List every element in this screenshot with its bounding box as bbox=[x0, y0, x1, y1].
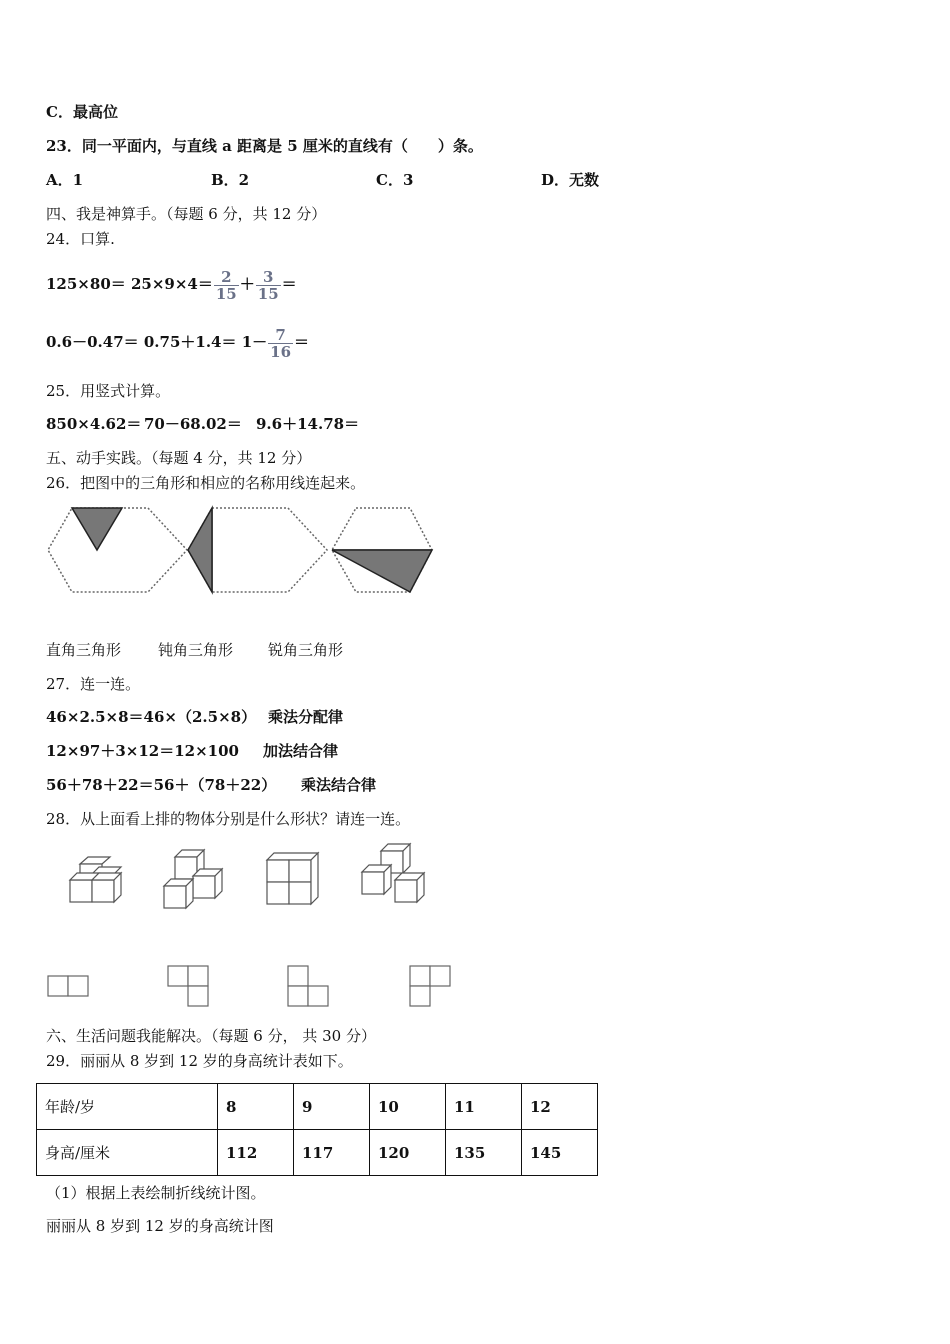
q28-solid-figures bbox=[40, 840, 460, 920]
top-view-1 bbox=[48, 976, 88, 996]
q29-chart-title: 丽丽从 8 岁到 12 岁的身高统计图 bbox=[46, 1217, 274, 1235]
top-view-3 bbox=[288, 966, 328, 1006]
top-view-2 bbox=[168, 966, 208, 1006]
q28-top-views bbox=[40, 960, 460, 1010]
hexagon-right-triangle bbox=[188, 508, 327, 592]
q24-row2: 0.6－0.47＝ 0.75＋1.4＝ 1－ $\frac{7}{16}$ ＝ bbox=[46, 325, 310, 361]
q23-stem: 23．同一平面内，与直线 a 距离是 5 厘米的直线有（ ）条。 bbox=[46, 137, 483, 155]
age-cell: 8 bbox=[218, 1084, 294, 1130]
row-header-height: 身高/厘米 bbox=[37, 1130, 218, 1176]
q26-hexagon-figures bbox=[40, 500, 460, 605]
row-header-age: 年龄/岁 bbox=[37, 1084, 218, 1130]
q24-fraction-7-16: $\frac{7}{16}$ bbox=[270, 325, 292, 361]
age-cell: 10 bbox=[370, 1084, 446, 1130]
q24-row1-text: 125×80＝ 25×9×4＝ bbox=[46, 275, 213, 293]
q23-option-b: B．2 bbox=[211, 171, 250, 189]
hexagon-acute-triangle bbox=[48, 508, 187, 592]
q23-option-c: C．3 bbox=[376, 171, 414, 189]
section4-title: 四、我是神算手。（每题 6 分，共 12 分） bbox=[46, 205, 327, 223]
height-cell: 135 bbox=[446, 1130, 522, 1176]
q27-right-2: 加法结合律 bbox=[263, 742, 339, 760]
q24-title: 24．口算. bbox=[46, 230, 115, 248]
q29-sub1: （1）根据上表绘制折线统计图。 bbox=[46, 1184, 266, 1202]
table-row-height bbox=[37, 1130, 598, 1176]
age-cell: 11 bbox=[446, 1084, 522, 1130]
q26-title: 26．把图中的三角形和相应的名称用线连起来。 bbox=[46, 474, 366, 492]
cube-figure-2 bbox=[164, 850, 222, 908]
q26-name-acute: 锐角三角形 bbox=[268, 641, 344, 659]
height-table bbox=[36, 1083, 598, 1176]
q25-item-3: 9.6＋14.78＝ bbox=[256, 415, 360, 433]
age-cell: 12 bbox=[522, 1084, 598, 1130]
q29-title: 29．丽丽从 8 岁到 12 岁的身高统计表如下。 bbox=[46, 1052, 353, 1070]
cube-figure-4 bbox=[362, 844, 424, 902]
q27-left-2: 12×97＋3×12＝12×100 bbox=[46, 742, 239, 760]
q24-fraction-2-15: $\frac{2}{15}$ bbox=[215, 267, 237, 303]
q23-option-d: D．无数 bbox=[541, 171, 600, 189]
section6-title: 六、生活问题我能解决。（每题 6 分， 共 30 分） bbox=[46, 1027, 376, 1045]
q25-item-2: 70－68.02＝ bbox=[144, 415, 242, 433]
height-cell: 112 bbox=[218, 1130, 294, 1176]
cube-figure-3 bbox=[267, 853, 318, 904]
top-view-4 bbox=[410, 966, 450, 1006]
section5-title: 五、动手实践。（每题 4 分，共 12 分） bbox=[46, 449, 312, 467]
hexagon-obtuse-triangle bbox=[332, 508, 432, 592]
q22-option-c: C．最高位 bbox=[46, 103, 118, 121]
age-cell: 9 bbox=[294, 1084, 370, 1130]
q25-item-1: 850×4.62＝ bbox=[46, 415, 142, 433]
q23-option-a: A．1 bbox=[46, 171, 84, 189]
table-row-age bbox=[37, 1084, 598, 1130]
q24-fraction-3-15: $\frac{3}{15}$ bbox=[257, 267, 279, 303]
cube-figure-1 bbox=[70, 857, 121, 902]
q24-row2-text: 0.6－0.47＝ 0.75＋1.4＝ 1－ bbox=[46, 333, 268, 351]
q25-title: 25．用竖式计算。 bbox=[46, 382, 171, 400]
q26-name-obtuse: 钝角三角形 bbox=[158, 641, 234, 659]
q24-row1: 125×80＝ 25×9×4＝ $\frac{2}{15}$ ＋ $\frac{3}{15}$ ＝ bbox=[46, 267, 297, 303]
height-cell: 117 bbox=[294, 1130, 370, 1176]
q27-title: 27．连一连。 bbox=[46, 675, 141, 693]
q26-name-right: 直角三角形 bbox=[46, 641, 122, 659]
q27-left-1: 46×2.5×8＝46×（2.5×8） bbox=[46, 708, 257, 726]
height-cell: 145 bbox=[522, 1130, 598, 1176]
q28-title: 28．从上面看上排的物体分别是什么形状？请连一连。 bbox=[46, 810, 411, 828]
q27-left-3: 56＋78＋22＝56＋（78＋22） bbox=[46, 776, 277, 794]
q27-right-3: 乘法结合律 bbox=[301, 776, 377, 794]
q27-right-1: 乘法分配律 bbox=[268, 708, 344, 726]
height-cell: 120 bbox=[370, 1130, 446, 1176]
